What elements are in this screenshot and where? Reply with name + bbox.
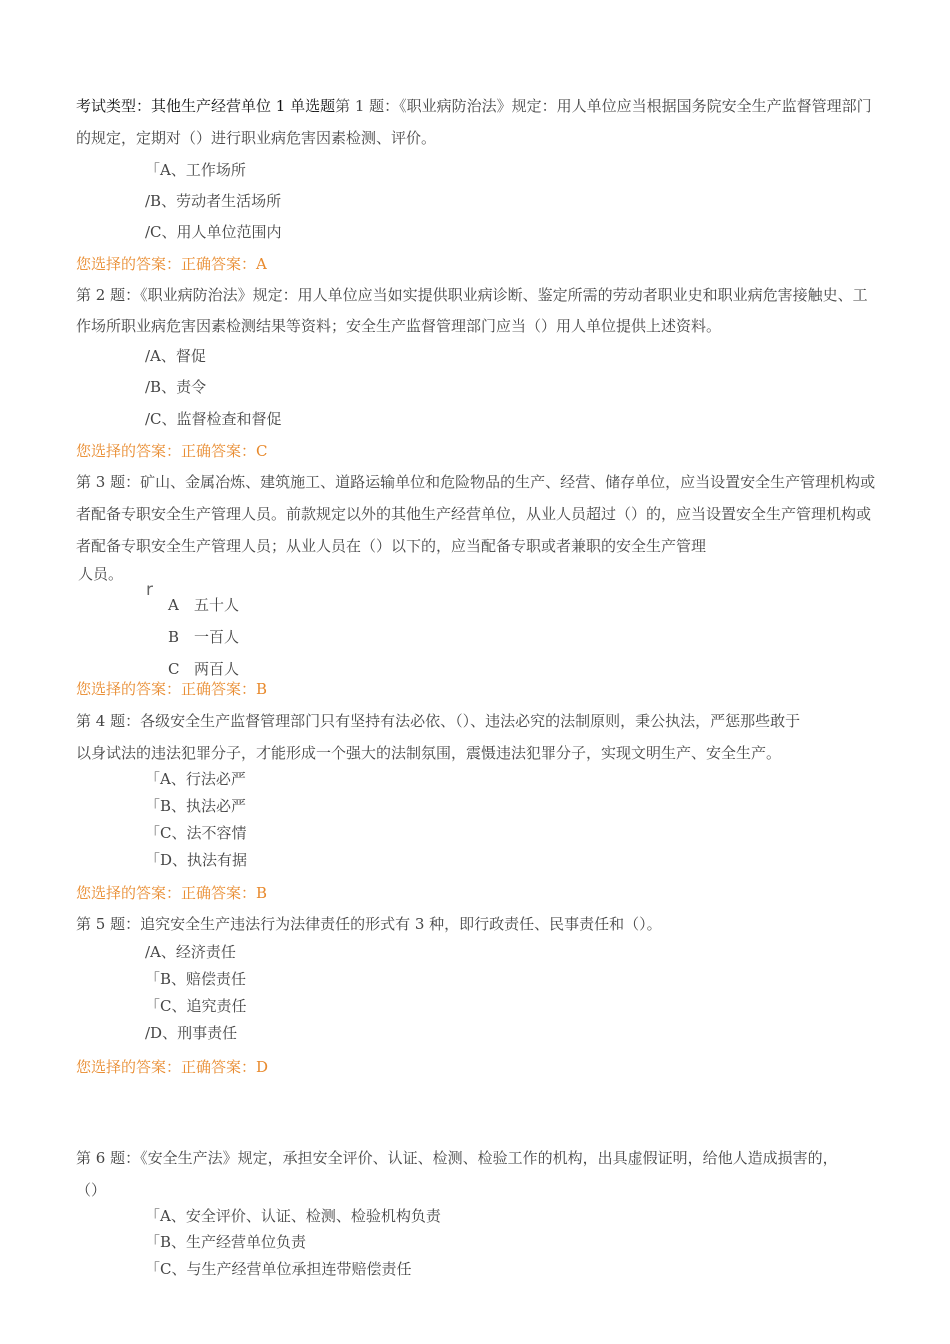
q1-option-b[interactable]: /B、劳动者生活场所	[145, 192, 282, 210]
question-2-stem-cont: 作场所职业病危害因素检测结果等资料；安全生产监督管理部门应当（）用人单位提供上述资料。	[76, 317, 722, 335]
q2-option-b[interactable]: /B、责令	[145, 378, 207, 396]
q6-option-c[interactable]: 「C、与生产经营单位承担连带赔偿责任	[145, 1260, 412, 1278]
q3-option-b[interactable]	[168, 627, 240, 647]
q2-answer: 您选择的答案：正确答案：C	[76, 442, 268, 460]
q3-option-b-text: 一百人	[194, 628, 240, 646]
q3-option-a-letter: A	[168, 596, 179, 614]
q4-option-a[interactable]: 「A、行法必严	[145, 770, 246, 788]
q3-option-b-letter: B	[168, 628, 180, 646]
q5-option-b[interactable]: 「B、赔偿责任	[145, 970, 247, 988]
q3-option-a[interactable]	[168, 595, 240, 615]
q4-answer: 您选择的答案：正确答案：B	[76, 884, 268, 902]
q3-option-c-text: 两百人	[194, 660, 240, 678]
question-1-stem-cont: 的规定，定期对（）进行职业病危害因素检测、评价。	[76, 129, 437, 147]
question-6-stem: 第 6 题：《安全生产法》规定，承担安全评价、认证、检测、检验工作的机构，出具虚假证明，给他人造成损害的，	[76, 1149, 838, 1167]
q3-option-c[interactable]	[168, 659, 240, 679]
q1-option-a[interactable]: 「A、工作场所	[145, 161, 246, 179]
q2-option-a[interactable]: /A、督促	[145, 347, 206, 365]
q3-answer: 您选择的答案：正确答案：B	[76, 680, 268, 698]
q1-option-c[interactable]: /C、用人单位范围内	[145, 223, 282, 241]
question-3-stem-cont-2: 者配备专职安全生产管理人员；从业人员在（）以下的，应当配备专职或者兼职的安全生产管理	[76, 537, 707, 555]
question-6-stem-cont: （）	[76, 1181, 107, 1199]
q6-option-b[interactable]: 「B、生产经营单位负责	[145, 1233, 307, 1251]
q3-option-c-letter: C	[168, 660, 180, 678]
q5-option-d[interactable]: /D、刑事责任	[145, 1024, 238, 1042]
q6-option-a[interactable]: 「A、安全评价、认证、检测、检验机构负责	[145, 1207, 441, 1225]
question-4-stem: 第 4 题：各级安全生产监督管理部门只有坚持有法必依、（）、违法必究的法制原则，秉公执法，严惩那些敢于	[76, 712, 801, 730]
q5-option-a[interactable]: /A、经济责任	[145, 943, 236, 961]
q3-option-marker-icon: r	[146, 580, 153, 600]
q5-answer: 您选择的答案：正确答案：D	[76, 1058, 269, 1076]
question-3-stem: 第 3 题：矿山、金属冶炼、建筑施工、道路运输单位和危险物品的生产、经营、储存单位，应当设置安全生产管理机构或	[76, 473, 876, 491]
question-2-stem: 第 2 题：《职业病防治法》规定：用人单位应当如实提供职业病诊断、鉴定所需的劳动者职业史和职业病危害接触史、工	[76, 286, 868, 304]
question-3-stem-cont-1: 者配备专职安全生产管理人员。前款规定以外的其他生产经营单位，从业人员超过（）的，应当设置安全生产管理机构或	[76, 505, 872, 523]
q5-option-c[interactable]: 「C、追究责任	[145, 997, 247, 1015]
q3-option-a-text: 五十人	[194, 596, 240, 614]
q4-option-b[interactable]: 「B、执法必严	[145, 797, 247, 815]
q1-answer: 您选择的答案：正确答案：A	[76, 255, 267, 273]
q4-option-d[interactable]: 「D、执法有据	[145, 851, 248, 869]
q2-option-c[interactable]: /C、监督检查和督促	[145, 410, 282, 428]
exam-type: 考试类型：其他生产经营单位 1 单选题	[76, 97, 336, 115]
question-5-stem: 第 5 题：追究安全生产违法行为法律责任的形式有 3 种，即行政责任、民事责任和（）。	[76, 915, 662, 933]
q4-option-c[interactable]: 「C、法不容情	[145, 824, 247, 842]
question-4-stem-cont: 以身试法的违法犯罪分子，才能形成一个强大的法制氛围，震慑违法犯罪分子，实现文明生产、安全生产。	[76, 744, 782, 762]
question-1-first-line	[76, 96, 872, 116]
question-1-stem: 第 1 题：《职业病防治法》规定：用人单位应当根据国务院安全生产监督管理部门	[335, 97, 872, 115]
question-3-stem-cont-3: 人员。	[78, 565, 124, 583]
